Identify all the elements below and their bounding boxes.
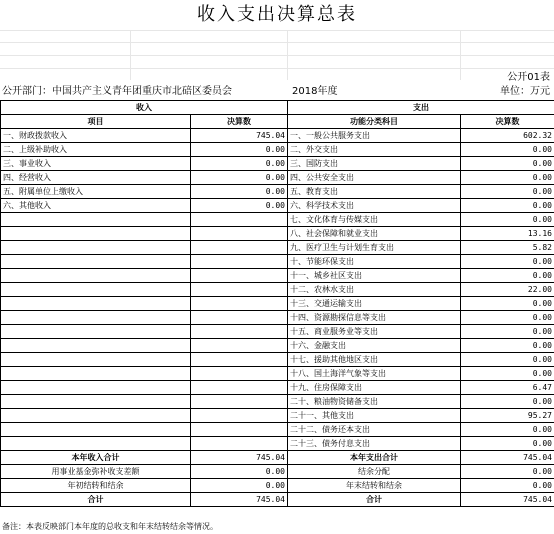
- table-row: [1, 199, 554, 213]
- table-row: [1, 227, 554, 241]
- total-row: [1, 465, 554, 479]
- income-item-label: 二、上级补助收入: [1, 143, 191, 157]
- income-item-value: [191, 297, 288, 311]
- income-item-label: [1, 395, 191, 409]
- expense-item-value: 0.00: [461, 339, 554, 353]
- expense-header: 支出: [288, 101, 554, 115]
- expense-item-value: 0.00: [461, 395, 554, 409]
- unit-label: 单位：万元: [500, 86, 550, 97]
- expense-item-label: 十八、国土海洋气象等支出: [288, 367, 461, 381]
- income-amount-header: 决算数: [191, 115, 288, 129]
- income-item-label: [1, 255, 191, 269]
- income-item-label: 六、其他收入: [1, 199, 191, 213]
- expense-item-label: 一、一般公共服务支出: [288, 129, 461, 143]
- table-row: [1, 409, 554, 423]
- expense-total-label: 合计: [288, 493, 461, 507]
- income-total-value: 745.04: [191, 493, 288, 507]
- income-total-value: 0.00: [191, 465, 288, 479]
- income-item-label: [1, 241, 191, 255]
- income-item-value: [191, 353, 288, 367]
- income-total-label: 用事业基金弥补收支差额: [1, 465, 191, 479]
- income-item-value: [191, 409, 288, 423]
- function-class-header: 功能分类科目: [288, 115, 461, 129]
- form-number: 公开01表: [507, 72, 550, 83]
- expense-total-value: 745.04: [461, 493, 554, 507]
- income-expense-table: [0, 100, 554, 507]
- expense-item-value: 0.00: [461, 325, 554, 339]
- expense-total-label: 年末结转和结余: [288, 479, 461, 493]
- income-total-label: 年初结转和结余: [1, 479, 191, 493]
- table-row: [1, 367, 554, 381]
- report-title: 收入支出决算总表: [197, 4, 357, 25]
- expense-item-label: 三、国防支出: [288, 157, 461, 171]
- income-item-value: [191, 227, 288, 241]
- expense-total-value: 0.00: [461, 465, 554, 479]
- income-item-label: [1, 409, 191, 423]
- table-row: [1, 353, 554, 367]
- table-row: [1, 381, 554, 395]
- expense-item-value: 0.00: [461, 437, 554, 451]
- expense-item-label: 十九、住房保障支出: [288, 381, 461, 395]
- table-row: [1, 171, 554, 185]
- expense-item-label: 二十、粮油物资储备支出: [288, 395, 461, 409]
- table-row: [1, 213, 554, 227]
- total-row: [1, 451, 554, 465]
- expense-item-value: 0.00: [461, 157, 554, 171]
- expense-total-label: 本年支出合计: [288, 451, 461, 465]
- income-item-label: [1, 283, 191, 297]
- expense-item-value: 22.00: [461, 283, 554, 297]
- expense-item-value: 0.00: [461, 367, 554, 381]
- table-row: [1, 297, 554, 311]
- sheet-gridline: [0, 30, 554, 31]
- expense-item-label: 十三、交通运输支出: [288, 297, 461, 311]
- income-item-label: [1, 227, 191, 241]
- income-item-value: [191, 395, 288, 409]
- table-row: [1, 143, 554, 157]
- income-item-value: [191, 213, 288, 227]
- income-item-label: [1, 423, 191, 437]
- expense-item-value: 0.00: [461, 311, 554, 325]
- expense-item-value: 0.00: [461, 297, 554, 311]
- sheet-gridline: [287, 30, 288, 80]
- remark-note: 备注：本表反映部门本年度的总收支和年末结转结余等情况。: [2, 522, 218, 531]
- income-item-label: [1, 437, 191, 451]
- expense-item-value: 0.00: [461, 255, 554, 269]
- income-total-label: 合计: [1, 493, 191, 507]
- expense-item-label: 七、文化体育与传媒支出: [288, 213, 461, 227]
- expense-item-value: 13.16: [461, 227, 554, 241]
- expense-amount-header: 决算数: [461, 115, 554, 129]
- table-row: [1, 241, 554, 255]
- expense-item-value: 602.32: [461, 129, 554, 143]
- income-item-value: [191, 255, 288, 269]
- income-item-label: [1, 269, 191, 283]
- sheet-gridline: [460, 30, 461, 80]
- table-row: [1, 185, 554, 199]
- fiscal-year: 2018年度: [292, 86, 338, 97]
- table-row: [1, 157, 554, 171]
- expense-item-value: 0.00: [461, 171, 554, 185]
- income-total-value: 745.04: [191, 451, 288, 465]
- income-item-value: 0.00: [191, 171, 288, 185]
- income-item-value: [191, 311, 288, 325]
- expense-item-value: 0.00: [461, 199, 554, 213]
- income-item-label: 五、附属单位上缴收入: [1, 185, 191, 199]
- income-item-value: [191, 325, 288, 339]
- expense-item-label: 二、外交支出: [288, 143, 461, 157]
- item-column-header: 项目: [1, 115, 191, 129]
- expense-item-value: 95.27: [461, 409, 554, 423]
- income-item-value: [191, 241, 288, 255]
- sheet-gridline: [0, 55, 554, 56]
- income-total-label: 本年收入合计: [1, 451, 191, 465]
- expense-item-value: 5.82: [461, 241, 554, 255]
- expense-item-label: 四、公共安全支出: [288, 171, 461, 185]
- expense-item-label: 十六、金融支出: [288, 339, 461, 353]
- expense-item-label: 十、节能环保支出: [288, 255, 461, 269]
- expense-total-value: 0.00: [461, 479, 554, 493]
- expense-total-label: 结余分配: [288, 465, 461, 479]
- table-row: [1, 339, 554, 353]
- table-row: [1, 437, 554, 451]
- income-item-label: 三、事业收入: [1, 157, 191, 171]
- income-item-value: [191, 423, 288, 437]
- table-row: [1, 311, 554, 325]
- income-item-value: [191, 269, 288, 283]
- expense-item-value: 0.00: [461, 423, 554, 437]
- income-item-label: 四、经营收入: [1, 171, 191, 185]
- table-row: [1, 269, 554, 283]
- expense-item-label: 八、社会保障和就业支出: [288, 227, 461, 241]
- income-item-label: [1, 297, 191, 311]
- department-label: 公开部门：中国共产主义青年团重庆市北碚区委员会: [2, 86, 232, 97]
- expense-item-value: 6.47: [461, 381, 554, 395]
- table-row: [1, 283, 554, 297]
- income-item-value: 0.00: [191, 157, 288, 171]
- expense-item-label: 二十一、其他支出: [288, 409, 461, 423]
- income-item-label: [1, 311, 191, 325]
- expense-item-label: 十五、商业服务业等支出: [288, 325, 461, 339]
- income-item-value: [191, 283, 288, 297]
- income-item-label: [1, 367, 191, 381]
- table-row: [1, 423, 554, 437]
- column-header-row: [1, 115, 554, 129]
- income-header: 收入: [1, 101, 288, 115]
- income-item-value: [191, 339, 288, 353]
- income-item-label: 一、财政拨款收入: [1, 129, 191, 143]
- income-item-label: [1, 325, 191, 339]
- income-item-value: 0.00: [191, 143, 288, 157]
- expense-item-label: 六、科学技术支出: [288, 199, 461, 213]
- income-item-value: [191, 437, 288, 451]
- section-header-row: [1, 101, 554, 115]
- total-row: [1, 493, 554, 507]
- income-item-label: [1, 213, 191, 227]
- expense-item-value: 0.00: [461, 269, 554, 283]
- income-item-value: 745.04: [191, 129, 288, 143]
- sheet-gridline: [0, 42, 554, 43]
- income-item-value: [191, 367, 288, 381]
- income-item-label: [1, 381, 191, 395]
- expense-item-label: 五、教育支出: [288, 185, 461, 199]
- income-item-label: [1, 339, 191, 353]
- expense-item-label: 十七、援助其他地区支出: [288, 353, 461, 367]
- sheet-gridline: [0, 68, 554, 69]
- income-item-label: [1, 353, 191, 367]
- table-row: [1, 129, 554, 143]
- table-row: [1, 325, 554, 339]
- income-item-value: 0.00: [191, 199, 288, 213]
- income-total-value: 0.00: [191, 479, 288, 493]
- expense-item-value: 0.00: [461, 143, 554, 157]
- expense-item-label: 十一、城乡社区支出: [288, 269, 461, 283]
- table-row: [1, 395, 554, 409]
- income-item-value: [191, 381, 288, 395]
- expense-item-label: 九、医疗卫生与计划生育支出: [288, 241, 461, 255]
- expense-item-label: 二十二、债务还本支出: [288, 423, 461, 437]
- table-row: [1, 255, 554, 269]
- expense-item-label: 十二、农林水支出: [288, 283, 461, 297]
- expense-total-value: 745.04: [461, 451, 554, 465]
- expense-item-value: 0.00: [461, 353, 554, 367]
- expense-item-label: 十四、资源勘探信息等支出: [288, 311, 461, 325]
- sheet-gridline: [130, 30, 131, 80]
- income-item-value: 0.00: [191, 185, 288, 199]
- expense-item-label: 二十三、债务付息支出: [288, 437, 461, 451]
- expense-item-value: 0.00: [461, 185, 554, 199]
- expense-item-value: 0.00: [461, 213, 554, 227]
- total-row: [1, 479, 554, 493]
